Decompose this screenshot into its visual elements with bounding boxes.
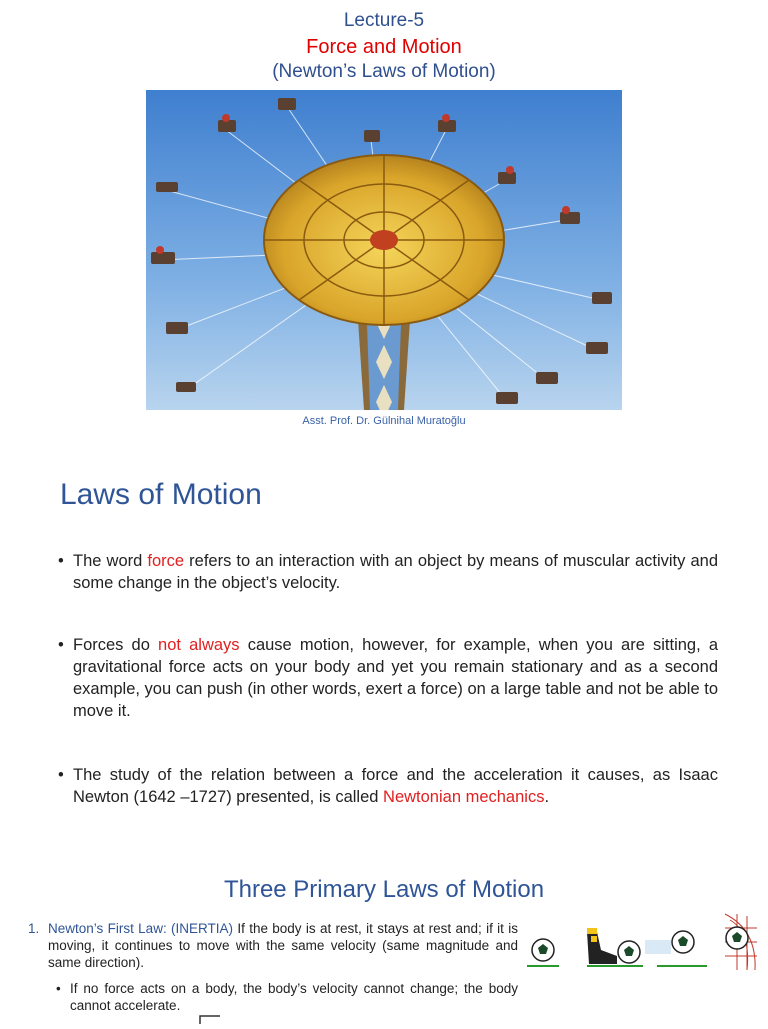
soccer-ball-icon (618, 941, 640, 963)
bullet-force-definition (58, 550, 718, 594)
slide-heading: Three Primary Laws of Motion (223, 876, 545, 903)
soccer-ball-icon (532, 939, 554, 961)
slide-heading: Laws of Motion (60, 478, 262, 511)
text: refers to an interaction with an object by means of muscular activity and some change in the object’s velocity. (73, 552, 718, 592)
text: The word (73, 552, 148, 570)
soccer-ball-icons (525, 910, 760, 972)
highlight-not-always: not always (158, 636, 240, 654)
first-law-title: Newton’s First Law: (INERTIA) (48, 921, 234, 936)
swing-carousel-illustration (146, 90, 622, 410)
first-law-item (28, 920, 518, 971)
soccer-ball-icon (672, 931, 694, 953)
soccer-ball-icon (726, 927, 748, 949)
text: . (544, 788, 550, 806)
text: cause motion, however, for example, when you are sitting, a gravitational force acts on your body and yet you remain stationary and as a second example, you can push (in other words, exert a force) on a large table and not be able to move it. (73, 636, 718, 720)
bullet-not-always (58, 634, 718, 722)
bullet-glyph: • (58, 552, 64, 570)
list-number: 1. (28, 921, 40, 936)
text: The study of the relation between a force and the acceleration it causes, as Isaac Newton (1642 –1727) presented, is called (73, 766, 718, 806)
bullet-glyph: • (58, 766, 64, 784)
three-laws-slide (0, 860, 768, 1024)
sum-symbol-icon (196, 1010, 226, 1024)
lecture-subtitle: (Newton’s Laws of Motion) (272, 61, 496, 82)
author-credit: Asst. Prof. Dr. Gülnihal Muratoğlu (302, 415, 466, 427)
text: Forces do (73, 636, 159, 654)
cut-off-formula-fragment (196, 1010, 226, 1024)
lecture-number: Lecture-5 (343, 10, 425, 31)
highlight-force: force (147, 552, 185, 570)
soccer-ball-inertia-illustration (525, 910, 760, 972)
bullet-newtonian-mechanics (58, 764, 718, 808)
laws-of-motion-slide (0, 440, 768, 860)
first-law-text: If the body is at rest, it stays at rest and; if it is moving, it continues to move with the same velocity (same magnitude and same direction). (48, 921, 518, 970)
boot-icon (587, 928, 617, 964)
title-slide (0, 0, 768, 440)
bullet-glyph: • (58, 636, 64, 654)
highlight-newtonian-mechanics: Newtonian mechanics (383, 788, 545, 806)
bullet-glyph: • (56, 981, 61, 996)
sub-bullet-text: If no force acts on a body, the body’s velocity cannot change; the body cannot accelerate. (70, 981, 518, 1013)
swing-carousel-photo (146, 90, 622, 410)
lecture-title: Force and Motion (306, 36, 462, 58)
first-law-sub-bullet (56, 980, 518, 1014)
